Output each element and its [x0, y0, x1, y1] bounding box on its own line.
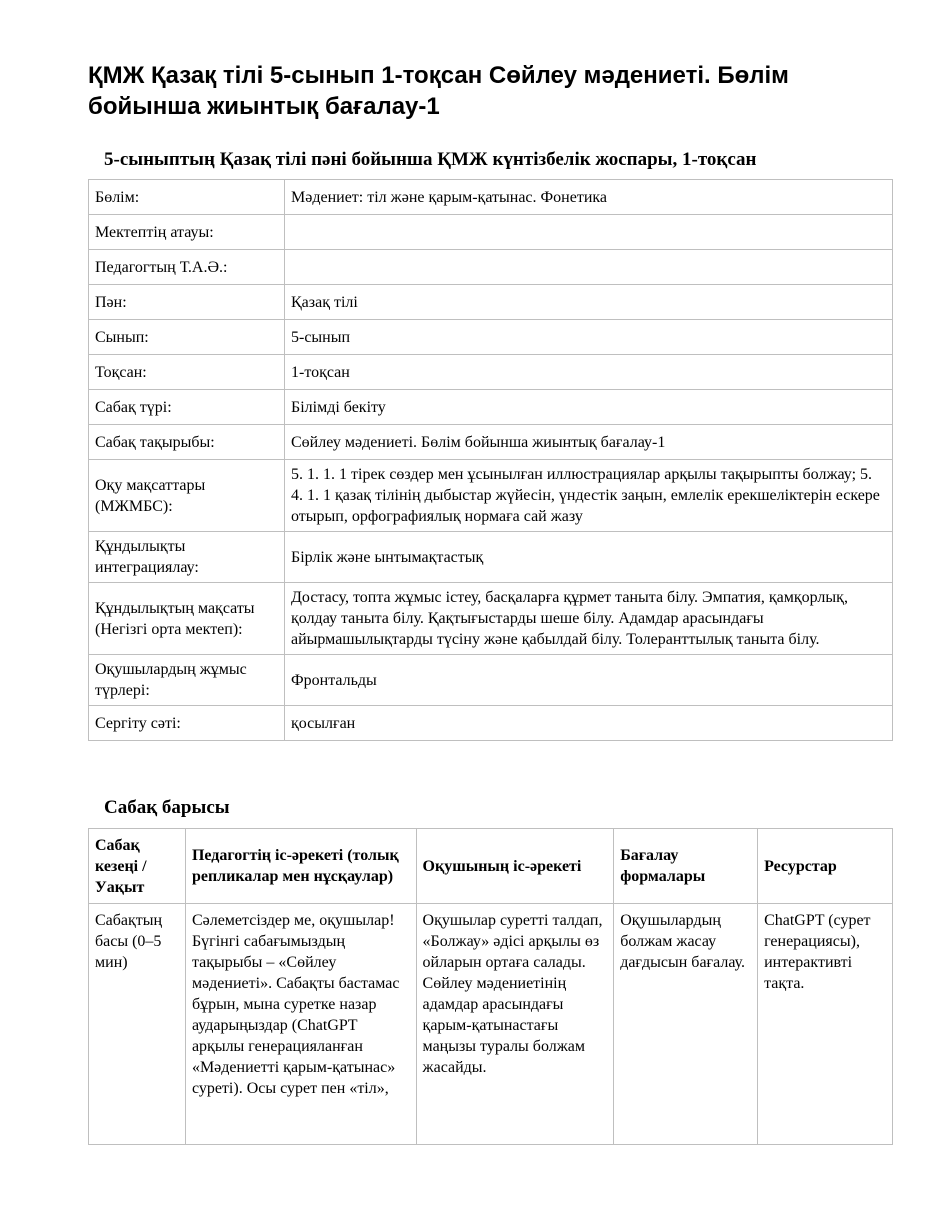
header-assessment: Бағалау формалары [614, 829, 758, 904]
plan-label: Сабақ түрі: [89, 390, 285, 425]
plan-value: 1-тоқсан [285, 355, 893, 390]
plan-value: Білімді бекіту [285, 390, 893, 425]
plan-row [89, 215, 893, 250]
assessment-cell: Оқушылардың болжам жасау дағдысын бағалау. [614, 904, 758, 1145]
plan-row [89, 355, 893, 390]
resources-cell: ChatGPT (сурет генерациясы), интерактивті тақта. [758, 904, 893, 1145]
plan-label: Бөлім: [89, 180, 285, 215]
teacher-activity-cell: Сәлеметсіздер ме, оқушылар! Бүгінгі сабағымыздың тақырыбы – «Сөйлеу мәдениеті». Сабақты бастамас бұрын, мына суретке назар аударыңыздар (ChatGPT арқылы генерацияланған «Мәдениетті қарым-қатынас» суреті). Осы сурет пен «тіл», [185, 904, 416, 1145]
plan-label: Мектептің атауы: [89, 215, 285, 250]
flow-header-row [89, 829, 893, 904]
plan-value: Сөйлеу мәдениеті. Бөлім бойынша жиынтық бағалау-1 [285, 425, 893, 460]
plan-heading: 5-сыныптың Қазақ тілі пәні бойынша ҚМЖ күнтізбелік жоспары, 1-тоқсан [104, 149, 757, 170]
plan-label: Құндылықты интеграциялау: [89, 532, 285, 583]
plan-row [89, 250, 893, 285]
header-student-activity: Оқушының іс-әрекеті [416, 829, 614, 904]
plan-label: Сынып: [89, 320, 285, 355]
student-activity-cell: Оқушылар суретті талдап, «Болжау» әдісі арқылы өз ойларын ортаға салады. Сөйлеу мәдениетінің адамдар арасындағы қарым-қатынастағы маңызы туралы болжам жасайды. [416, 904, 614, 1145]
plan-value: Мәдениет: тіл және қарым-қатынас. Фонетика [285, 180, 893, 215]
plan-row [89, 532, 893, 583]
plan-row [89, 285, 893, 320]
flow-row [89, 904, 893, 1145]
plan-value [285, 250, 893, 285]
plan-value: қосылған [285, 706, 893, 741]
plan-value: Бірлік және ынтымақтастық [285, 532, 893, 583]
plan-row [89, 320, 893, 355]
plan-value: 5. 1. 1. 1 тірек сөздер мен ұсынылған иллюстрациялар арқылы тақырыпты болжау; 5. 4. 1. 1 қазақ тілінің дыбыстар жүйесін, үндестік заңын, емлелік ерекшеліктерін ескере отырып, орфографиялық нормаға сай жазу [285, 460, 893, 532]
plan-value [285, 215, 893, 250]
header-stage-time: Сабақ кезеңі / Уақыт [89, 829, 186, 904]
document-title: ҚМЖ Қазақ тілі 5-сынып 1-тоқсан Сөйлеу мәдениеті. Бөлім бойынша жиынтық бағалау-1 [88, 62, 789, 120]
header-teacher-activity: Педагогтің іс-әрекеті (толық репликалар мен нұсқаулар) [185, 829, 416, 904]
plan-value: Достасу, топта жұмыс істеу, басқаларға құрмет таныта білу. Эмпатия, қамқорлық, қолдау таныта білу. Қақтығыстарды шеше білу. Адамдар арасындағы айырмашылықтарды түсіну және қабылдай білу. Толеранттылық таныта білу. [285, 583, 893, 655]
plan-value: Фронтальды [285, 655, 893, 706]
plan-label: Оқушылардың жұмыс түрлері: [89, 655, 285, 706]
plan-row [89, 583, 893, 655]
plan-value: Қазақ тілі [285, 285, 893, 320]
plan-row [89, 390, 893, 425]
plan-row [89, 425, 893, 460]
plan-row [89, 655, 893, 706]
header-resources: Ресурстар [758, 829, 893, 904]
lesson-plan-table [88, 179, 893, 741]
plan-row [89, 706, 893, 741]
plan-label: Сергіту сәті: [89, 706, 285, 741]
plan-label: Құндылықтың мақсаты (Негізгі орта мектеп): [89, 583, 285, 655]
plan-row [89, 460, 893, 532]
plan-row [89, 180, 893, 215]
plan-label: Пән: [89, 285, 285, 320]
plan-label: Сабақ тақырыбы: [89, 425, 285, 460]
lesson-flow-heading: Сабақ барысы [104, 797, 230, 818]
plan-label: Оқу мақсаттары (МЖМБС): [89, 460, 285, 532]
plan-label: Педагогтың Т.А.Ә.: [89, 250, 285, 285]
plan-label: Тоқсан: [89, 355, 285, 390]
lesson-flow-table [88, 828, 893, 1145]
plan-value: 5-сынып [285, 320, 893, 355]
stage-time-cell: Сабақтың басы (0–5 мин) [89, 904, 186, 1145]
